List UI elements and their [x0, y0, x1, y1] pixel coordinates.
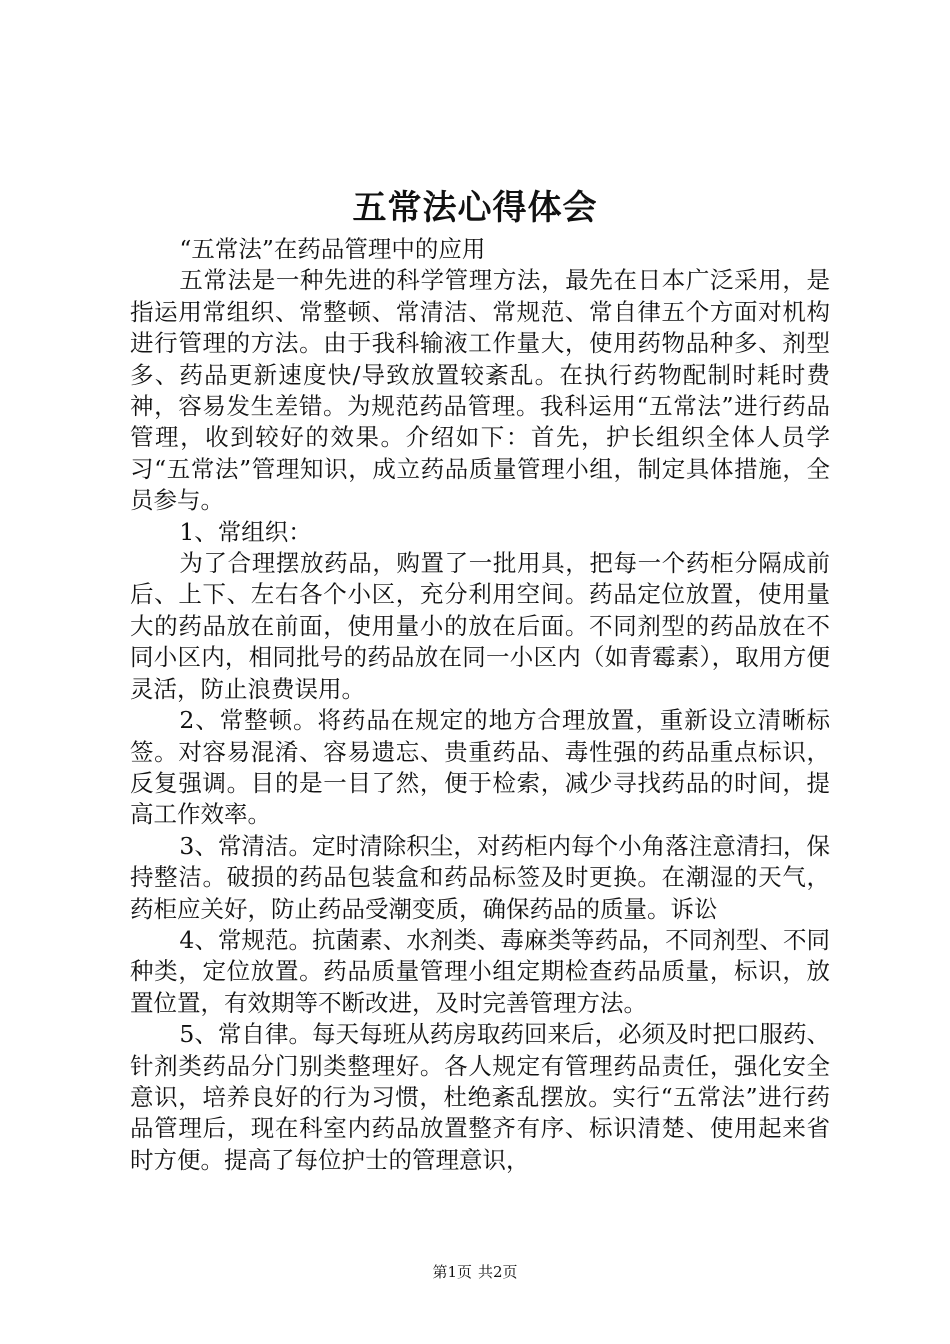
page-number: 第1页 [432, 1263, 472, 1281]
self-discipline-paragraph: 5、常自律。每天每班从药房取药回来后，必须及时把口服药、针剂类药品分门别类整理好。各人规定有管理药品责任，强化安全意识，培养良好的行为习惯，杜绝紊乱摆放。实行“五常法”进行药品管理后，现在科室内药品放置整齐有序、标识清楚、使用起来省时方便。提高了每位护士的管理意识， [130, 1020, 830, 1174]
intro-paragraph: 五常法是一种先进的科学管理方法，最先在日本广泛采用，是指运用常组织、常整顿、常清洁、常规范、常自律五个方面对机构进行管理的方法。由于我科输液工作量大，使用药物品种多、剂型多、药品更新速度快/导致放置较紊乱。在执行药物配制时耗时费神，容易发生差错。为规范药品管理。我科运用“五常法”进行药品管理，收到较好的效果。介绍如下：首先，护长组织全体人员学习“五常法”管理知识，成立药品质量管理小组，制定具体措施，全员参与。 [130, 266, 830, 515]
standardize-paragraph: 4、常规范。抗菌素、水剂类、毒麻类等药品，不同剂型、不同种类，定位放置。药品质量管理小组定期检查药品质量，标识，放置位置，有效期等不断改进，及时完善管理方法。 [130, 925, 830, 1017]
clean-paragraph: 3、常清洁。定时清除积尘，对药柜内每个小角落注意清扫，保持整洁。破损的药品包装盒和药品标签及时更换。在潮湿的天气，药柜应关好，防止药品受潮变质，确保药品的质量。诉讼 [130, 831, 830, 923]
page-total: 共2页 [478, 1263, 518, 1281]
rectify-paragraph: 2、常整顿。将药品在规定的地方合理放置，重新设立清晰标签。对容易混淆、容易遗忘、贵重药品、毒性强的药品重点标识，反复强调。目的是一目了然，便于检索，减少寻找药品的时间，提高工作效率。 [130, 706, 830, 829]
document-title: 五常法心得体会 [352, 188, 598, 228]
section-heading: “五常法”在药品管理中的应用 [179, 235, 486, 263]
page-footer [0, 1262, 950, 1282]
document-body [130, 234, 830, 1176]
organize-paragraph: 为了合理摆放药品，购置了一批用具，把每一个药柜分隔成前后、上下、左右各个小区，充分利用空间。药品定位放置，使用量大的药品放在前面，使用量小的放在后面。不同剂型的药品放在不同小区内，相同批号的药品放在同一小区内（如青霉素），取用方便灵活，防止浪费误用。 [130, 549, 830, 703]
item-heading-organize: 1、常组织： [179, 517, 312, 546]
